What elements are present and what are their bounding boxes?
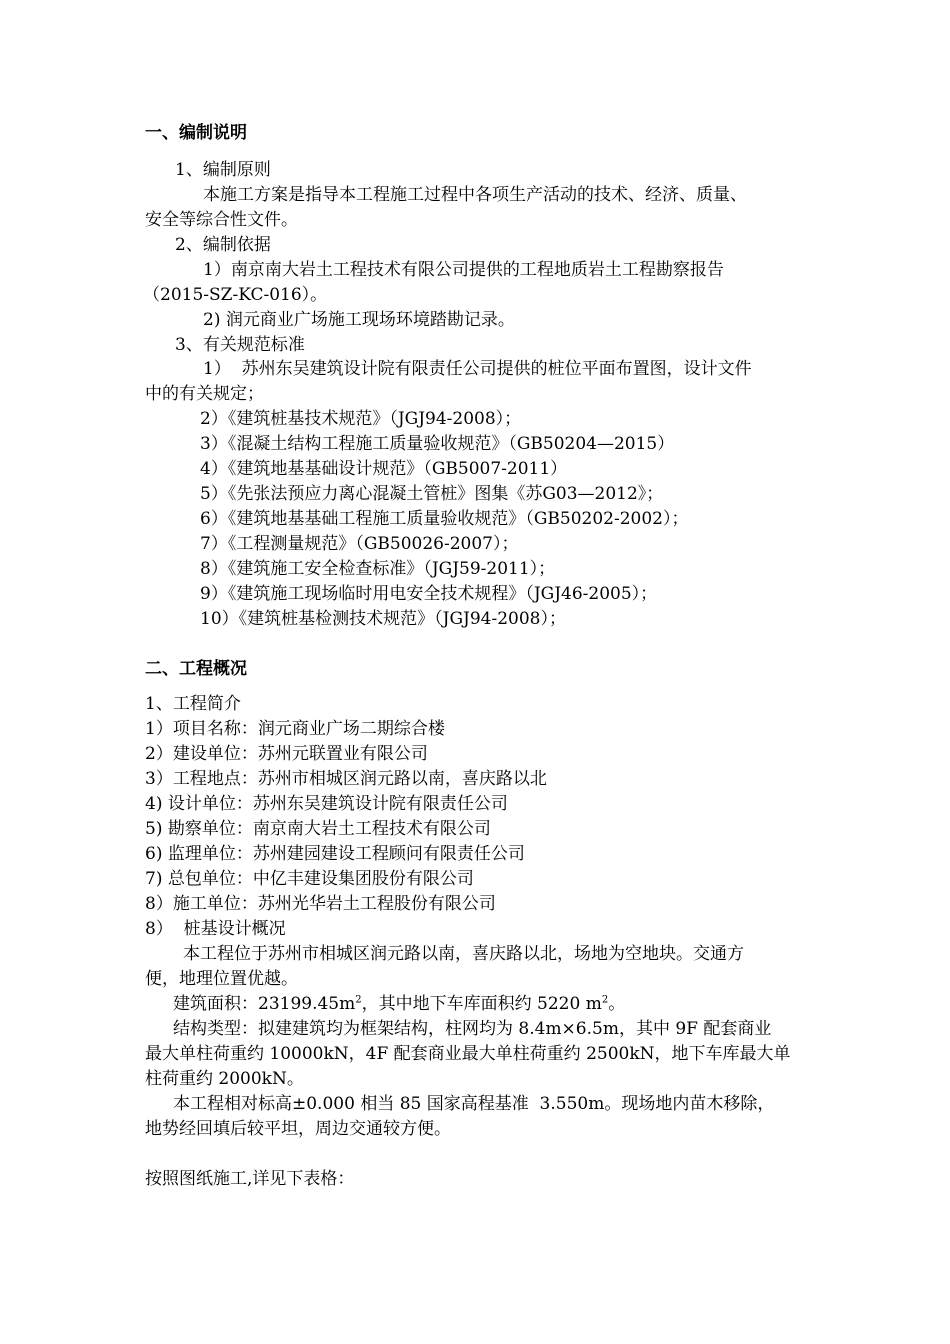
project-info-item: 8）施工单位：苏州光华岩土工程股份有限公司 xyxy=(145,894,496,914)
area-text-b: ，其中地下车库面积约 5220 m xyxy=(361,994,602,1014)
project-info-item: 1）项目名称：润元商业广场二期综合楼 xyxy=(145,719,445,739)
section2-title: 二、工程概况 xyxy=(145,659,247,679)
project-info-item: 7) 总包单位：中亿丰建设集团股份有限公司 xyxy=(145,869,474,889)
basis-heading: 2、编制依据 xyxy=(175,235,271,255)
basis-item2: 2) 润元商业广场施工现场环境踏勘记录。 xyxy=(203,310,515,330)
standard-item: 10）《建筑桩基检测技术规范》（JGJ94-2008）； xyxy=(200,609,566,629)
standard-item: 6）《建筑地基基础工程施工质量验收规范》（GB50202-2002）； xyxy=(200,509,689,529)
basis-item1-line2: （2015-SZ-KC-016）。 xyxy=(143,285,328,305)
standards-item1-line2: 中的有关规定； xyxy=(145,384,264,404)
project-info-item: 2）建设单位：苏州元联置业有限公司 xyxy=(145,744,428,764)
standard-item: 3）《混凝土结构工程施工质量验收规范》（GB50204—2015） xyxy=(200,434,675,454)
principle-heading: 1、编制原则 xyxy=(175,160,271,180)
structure-line3: 柱荷重约 2000kN。 xyxy=(145,1069,304,1089)
project-info-item: 4) 设计单位：苏州东吴建筑设计院有限责任公司 xyxy=(145,794,508,814)
principle-text-line2: 安全等综合性文件。 xyxy=(145,210,298,230)
location-line1: 本工程位于苏州市相城区润元路以南，喜庆路以北，场地为空地块。交通方 xyxy=(183,944,744,964)
pile-heading: 8） 桩基设计概况 xyxy=(145,919,286,939)
area-unit-sup: 2 xyxy=(355,994,362,1006)
project-info-item: 5) 勘察单位：南京南大岩土工程技术有限公司 xyxy=(145,819,491,839)
location-line2: 便，地理位置优越。 xyxy=(145,969,298,989)
structure-line1: 结构类型：拟建建筑均为框架结构，柱网均为 8.4m×6.5m，其中 9F 配套商业 xyxy=(173,1019,772,1039)
area-unit-sup: 2 xyxy=(601,994,609,1006)
standards-item1-line1: 1） 苏州东吴建筑设计院有限责任公司提供的桩位平面布置图，设计文件 xyxy=(203,359,752,379)
standard-item: 7）《工程测量规范》（GB50026-2007）； xyxy=(200,534,519,554)
principle-text-line1: 本施工方案是指导本工程施工过程中各项生产活动的技术、经济、质量、 xyxy=(203,185,747,205)
standard-item: 9）《建筑施工现场临时用电安全技术规程》（JGJ46-2005）； xyxy=(200,584,658,604)
basis-item1-line1: 1）南京南大岩土工程技术有限公司提供的工程地质岩土工程勘察报告 xyxy=(203,260,724,280)
elevation-line2: 地势经回填后较平坦，周边交通较方便。 xyxy=(145,1119,451,1139)
standard-item: 8）《建筑施工安全检查标准》（JGJ59-2011）； xyxy=(200,559,556,579)
standard-item: 2）《建筑桩基技术规范》（JGJ94-2008）； xyxy=(200,409,522,429)
area-text-a: 建筑面积：23199.45m xyxy=(173,994,356,1014)
structure-line2: 最大单柱荷重约 10000kN，4F 配套商业最大单柱荷重约 2500kN，地下车库最大单 xyxy=(145,1044,791,1064)
intro-heading: 1、工程简介 xyxy=(145,694,241,714)
table-note: 按照图纸施工,详见下表格： xyxy=(145,1169,355,1189)
elevation-line1: 本工程相对标高±0.000 相当 85 国家高程基准 3.550m。现场地内苗木移除， xyxy=(173,1094,775,1114)
project-info-item: 3）工程地点：苏州市相城区润元路以南，喜庆路以北 xyxy=(145,769,547,789)
section1-title: 一、编制说明 xyxy=(145,123,247,143)
building-area xyxy=(173,993,625,1015)
standards-heading: 3、有关规范标准 xyxy=(175,335,305,355)
project-info-item: 6) 监理单位：苏州建园建设工程顾问有限责任公司 xyxy=(145,844,525,864)
standard-item: 4）《建筑地基基础设计规范》（GB5007-2011） xyxy=(200,459,568,479)
standard-item: 5）《先张法预应力离心混凝土管桩》图集《苏G03—2012》； xyxy=(200,484,664,504)
area-text-c: 。 xyxy=(608,994,626,1014)
